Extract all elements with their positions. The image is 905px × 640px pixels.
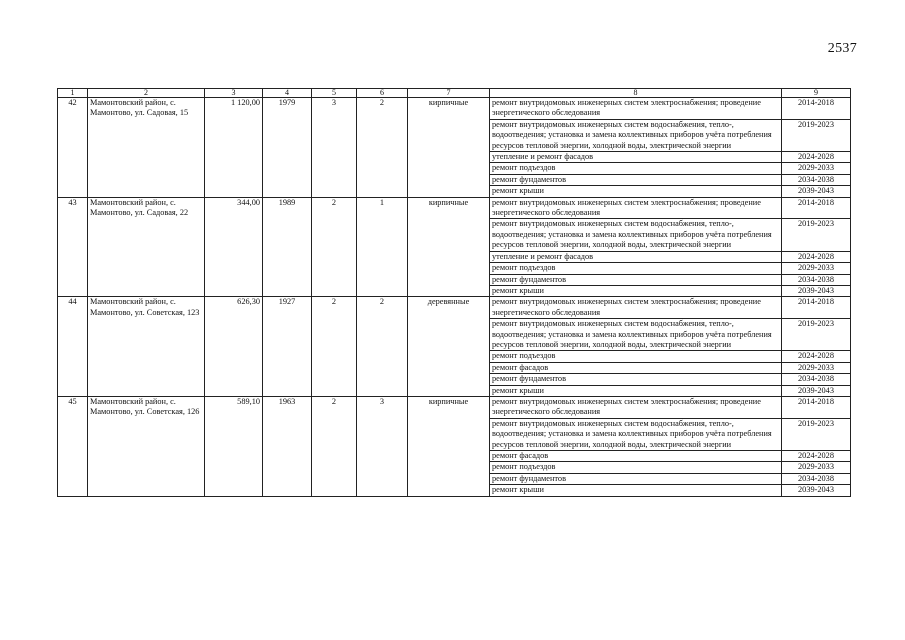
- work-type-cell: ремонт фундаментов: [490, 274, 782, 285]
- work-type-cell: ремонт фасадов: [490, 362, 782, 373]
- work-type-cell: ремонт внутридомовых инженерных систем водоснабжения, тепло-, водоотведения; установка и замена коллективных приборов учёта потребления ресурсов тепловой энергии, холодной воды, электрической энергии: [490, 119, 782, 151]
- header-cell: 6: [357, 89, 408, 98]
- work-type-cell: ремонт внутридомовых инженерных систем электроснабжения; проведение энергетического обследования: [490, 98, 782, 120]
- year-cell: 1979: [263, 98, 312, 198]
- work-type-cell: ремонт подъездов: [490, 351, 782, 362]
- period-cell: 2024-2028: [782, 351, 851, 362]
- period-cell: 2024-2028: [782, 451, 851, 462]
- row-number-cell: 42: [58, 98, 88, 198]
- period-cell: 2019-2023: [782, 219, 851, 251]
- header-row: [58, 89, 851, 98]
- period-cell: 2039-2043: [782, 186, 851, 197]
- work-type-cell: ремонт крыши: [490, 385, 782, 396]
- work-type-cell: ремонт крыши: [490, 186, 782, 197]
- work-type-cell: ремонт внутридомовых инженерных систем электроснабжения; проведение энергетического обследования: [490, 197, 782, 219]
- area-cell: 589,10: [205, 396, 263, 496]
- year-cell: 1963: [263, 396, 312, 496]
- header-cell: 5: [312, 89, 357, 98]
- period-cell: 2014-2018: [782, 396, 851, 418]
- period-cell: 2034-2038: [782, 473, 851, 484]
- work-type-cell: ремонт внутридомовых инженерных систем водоснабжения, тепло-, водоотведения; установка и замена коллективных приборов учёта потребления ресурсов тепловой энергии, холодной воды, электрической энергии: [490, 219, 782, 251]
- work-type-cell: ремонт фундаментов: [490, 374, 782, 385]
- area-cell: 344,00: [205, 197, 263, 297]
- address-cell: Мамонтовский район, с. Мамонтово, ул. Садовая, 15: [88, 98, 205, 198]
- entrances-cell: 3: [357, 396, 408, 496]
- material-cell: кирпичные: [408, 98, 490, 198]
- period-cell: 2014-2018: [782, 98, 851, 120]
- address-cell: Мамонтовский район, с. Мамонтово, ул. Советская, 126: [88, 396, 205, 496]
- floors-cell: 3: [312, 98, 357, 198]
- repair-program-table: [57, 88, 851, 497]
- period-cell: 2024-2028: [782, 152, 851, 163]
- floors-cell: 2: [312, 197, 357, 297]
- work-type-cell: ремонт фасадов: [490, 451, 782, 462]
- period-cell: 2029-2033: [782, 163, 851, 174]
- period-cell: 2034-2038: [782, 174, 851, 185]
- area-cell: 626,30: [205, 297, 263, 397]
- floors-cell: 2: [312, 396, 357, 496]
- work-type-cell: ремонт внутридомовых инженерных систем водоснабжения, тепло-, водоотведения; установка и замена коллективных приборов учёта потребления ресурсов тепловой энергии, холодной воды, электрической энергии: [490, 319, 782, 351]
- table-row: [58, 396, 851, 418]
- row-number-cell: 44: [58, 297, 88, 397]
- period-cell: 2014-2018: [782, 197, 851, 219]
- work-type-cell: утепление и ремонт фасадов: [490, 251, 782, 262]
- entrances-cell: 2: [357, 98, 408, 198]
- period-cell: 2034-2038: [782, 274, 851, 285]
- period-cell: 2024-2028: [782, 251, 851, 262]
- work-type-cell: ремонт подъездов: [490, 263, 782, 274]
- work-type-cell: ремонт подъездов: [490, 462, 782, 473]
- year-cell: 1927: [263, 297, 312, 397]
- period-cell: 2029-2033: [782, 462, 851, 473]
- work-type-cell: утепление и ремонт фасадов: [490, 152, 782, 163]
- area-cell: 1 120,00: [205, 98, 263, 198]
- work-type-cell: ремонт внутридомовых инженерных систем водоснабжения, тепло-, водоотведения; установка и замена коллективных приборов учёта потребления ресурсов тепловой энергии, холодной воды, электрической энергии: [490, 418, 782, 450]
- period-cell: 2029-2033: [782, 362, 851, 373]
- work-type-cell: ремонт фундаментов: [490, 473, 782, 484]
- period-cell: 2014-2018: [782, 297, 851, 319]
- table-row: [58, 197, 851, 219]
- work-type-cell: ремонт внутридомовых инженерных систем электроснабжения; проведение энергетического обследования: [490, 396, 782, 418]
- address-cell: Мамонтовский район, с. Мамонтово, ул. Садовая, 22: [88, 197, 205, 297]
- material-cell: кирпичные: [408, 396, 490, 496]
- floors-cell: 2: [312, 297, 357, 397]
- entrances-cell: 2: [357, 297, 408, 397]
- table-body: [58, 98, 851, 497]
- period-cell: 2034-2038: [782, 374, 851, 385]
- header-cell: 4: [263, 89, 312, 98]
- address-cell: Мамонтовский район, с. Мамонтово, ул. Советская, 123: [88, 297, 205, 397]
- period-cell: 2019-2023: [782, 418, 851, 450]
- period-cell: 2039-2043: [782, 485, 851, 496]
- header-cell: 9: [782, 89, 851, 98]
- work-type-cell: ремонт подъездов: [490, 163, 782, 174]
- period-cell: 2029-2033: [782, 263, 851, 274]
- work-type-cell: ремонт крыши: [490, 285, 782, 296]
- header-cell: 2: [88, 89, 205, 98]
- header-cell: 3: [205, 89, 263, 98]
- work-type-cell: ремонт внутридомовых инженерных систем электроснабжения; проведение энергетического обследования: [490, 297, 782, 319]
- entrances-cell: 1: [357, 197, 408, 297]
- page-number: 2537: [827, 41, 857, 56]
- row-number-cell: 43: [58, 197, 88, 297]
- work-type-cell: ремонт фундаментов: [490, 174, 782, 185]
- year-cell: 1989: [263, 197, 312, 297]
- material-cell: кирпичные: [408, 197, 490, 297]
- work-type-cell: ремонт крыши: [490, 485, 782, 496]
- header-cell: 1: [58, 89, 88, 98]
- table-row: [58, 98, 851, 120]
- header-cell: 7: [408, 89, 490, 98]
- period-cell: 2039-2043: [782, 385, 851, 396]
- period-cell: 2019-2023: [782, 319, 851, 351]
- table-row: [58, 297, 851, 319]
- material-cell: деревянные: [408, 297, 490, 397]
- period-cell: 2019-2023: [782, 119, 851, 151]
- row-number-cell: 45: [58, 396, 88, 496]
- period-cell: 2039-2043: [782, 285, 851, 296]
- header-cell: 8: [490, 89, 782, 98]
